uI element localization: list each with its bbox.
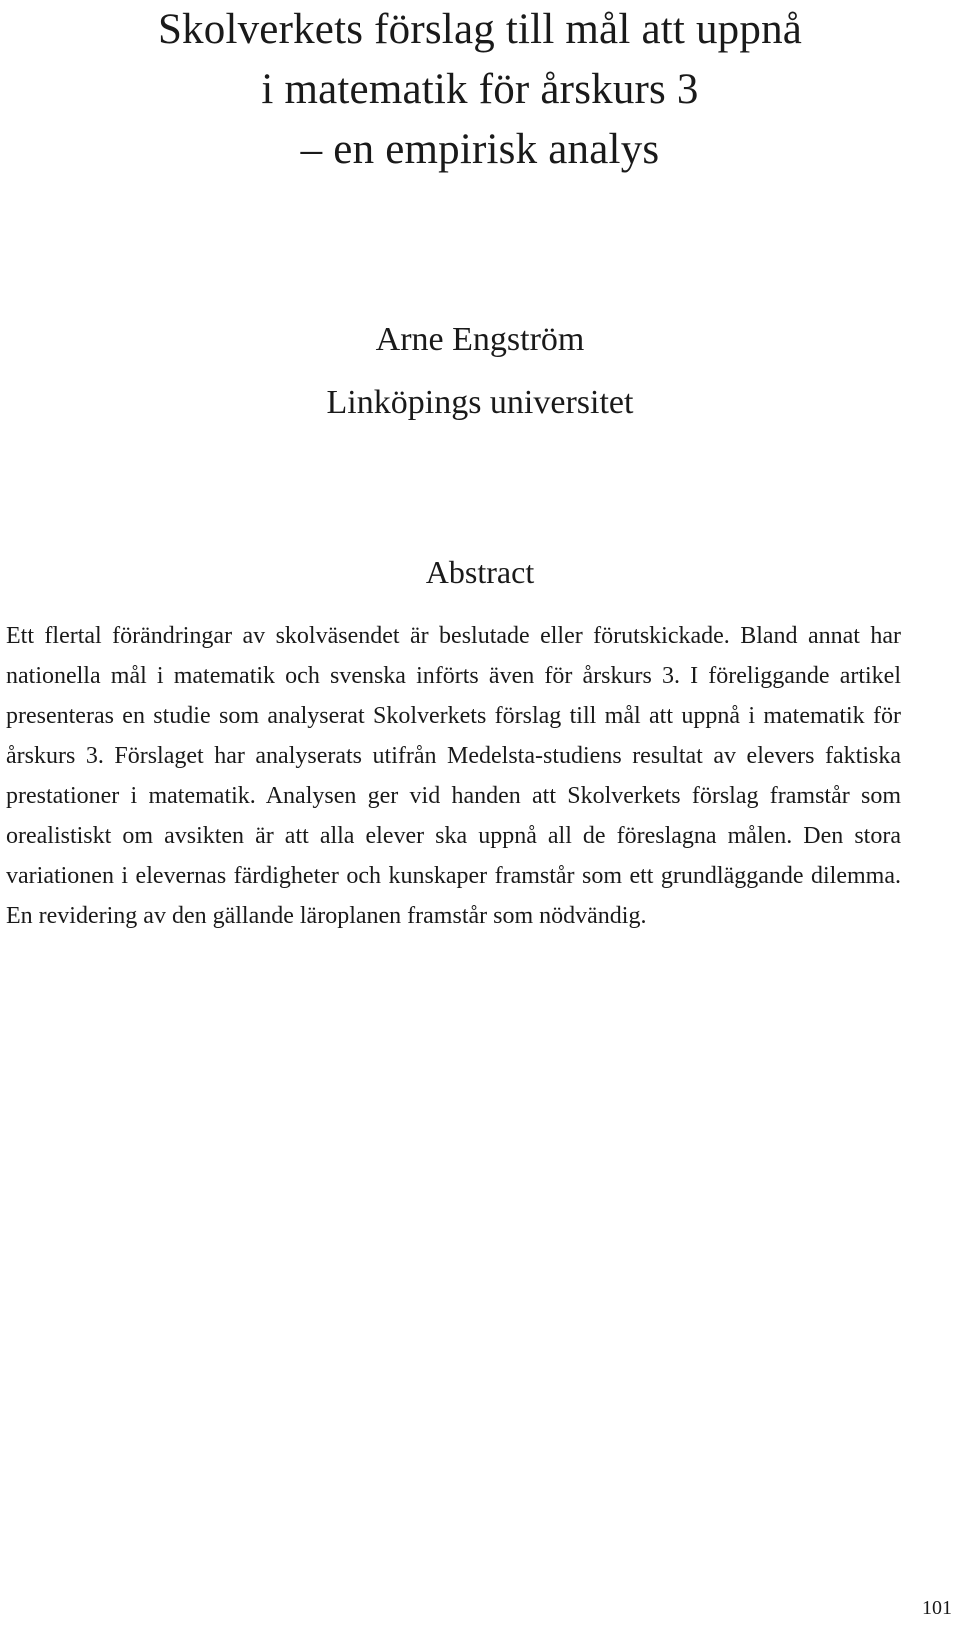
abstract-body: Ett flertal förändringar av skolväsendet är beslutade eller förutskickade. Bland annat har nationella mål i matematik och svenska införts även för årskurs 3. I föreliggande artikel presenteras en studie som analyserat Skolverkets förslag till mål att uppnå i matematik för årskurs 3. Förslaget har analyserats utifrån Medelsta-studiens resultat av elevers faktiska prestationer i matematik. Analysen ger vid handen att Skolverkets förslag framstår som orealistiskt om avsikten är att alla elever ska uppnå all de föreslagna målen. Den stora variationen i elevernas färdigheter och kunskaper framstår som ett grundläggande dilemma. En revidering av den gällande läroplanen framstår som nödvändig. (6, 623, 901, 929)
abstract-heading: Abstract (425, 554, 535, 590)
page-number: 101 (922, 1597, 952, 1619)
title-line-3: – en empirisk analys (300, 126, 660, 173)
title-line-2: i matematik för årskurs 3 (261, 66, 699, 113)
article-title (0, 0, 960, 180)
author-name: Arne Engström (375, 321, 585, 358)
author-block (0, 308, 960, 434)
title-line-1: Skolverkets förslag till mål att uppnå (157, 6, 803, 53)
author-affiliation: Linköpings universitet (326, 384, 634, 421)
